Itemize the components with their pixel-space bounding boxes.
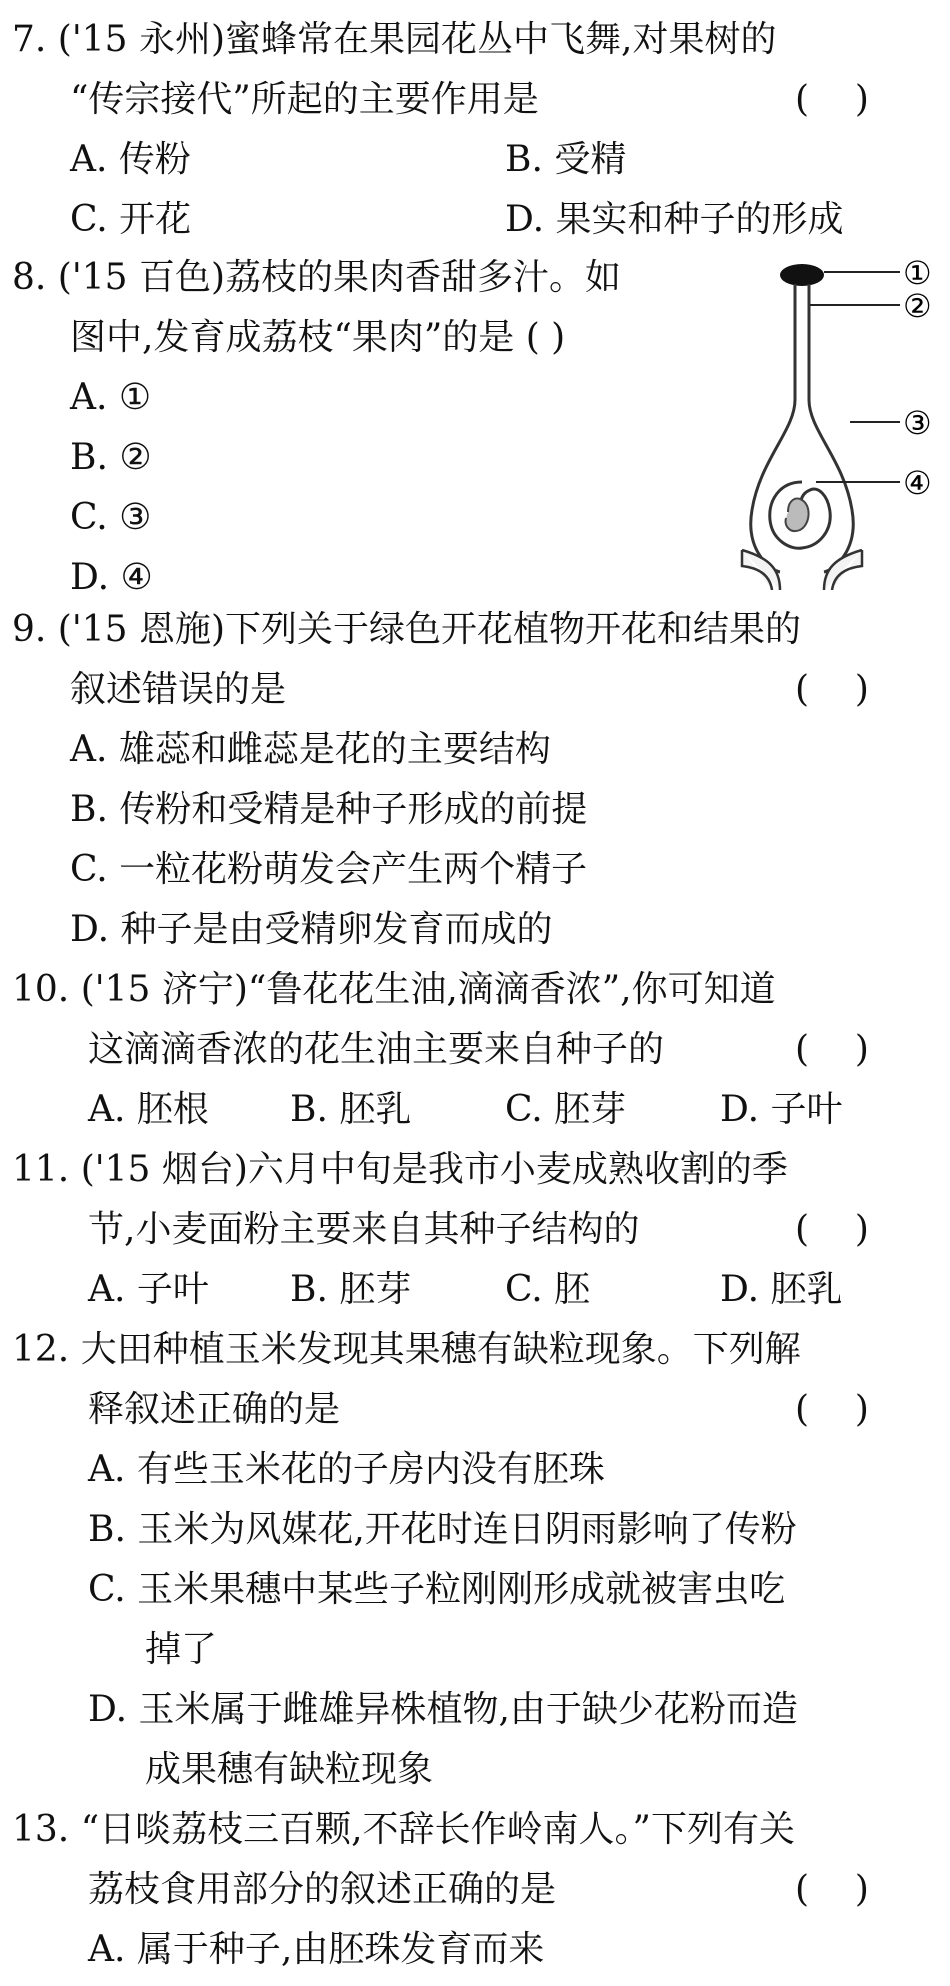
q12-option-c-line1[interactable]: C. 玉米果穗中某些子粒刚刚形成就被害虫吃 xyxy=(88,1569,786,1610)
q12-stem-line2: 释叙述正确的是 xyxy=(88,1389,341,1430)
q13-stem-line1: 13. “日啖荔枝三百颗,不辞长作岭南人。”下列有关 xyxy=(12,1809,795,1850)
q10-option-a[interactable]: A. 胚根 xyxy=(88,1089,209,1130)
q10-answer-paren[interactable]: ( ) xyxy=(795,1029,869,1070)
q11-option-c[interactable]: C. 胚 xyxy=(505,1269,591,1310)
q10-option-d[interactable]: D. 子叶 xyxy=(720,1089,843,1130)
q7-answer-paren[interactable]: ( ) xyxy=(795,79,869,120)
q9-stem-line1: 9. ('15 恩施)下列关于绿色开花植物开花和结果的 xyxy=(12,609,802,650)
q12-option-d-line2[interactable]: 成果穗有缺粒现象 xyxy=(145,1749,434,1790)
pistil-diagram xyxy=(740,250,950,590)
q8-stem-line2: 图中,发育成荔枝“果肉”的是 ( ) xyxy=(70,317,566,358)
q13-stem-line2: 荔枝食用部分的叙述正确的是 xyxy=(88,1869,557,1910)
stigma xyxy=(780,264,824,286)
q12-option-b[interactable]: B. 玉米为风媒花,开花时连日阴雨影响了传粉 xyxy=(88,1509,797,1550)
q10-stem-line2: 这滴滴香浓的花生油主要来自种子的 xyxy=(88,1029,665,1070)
label-4: ④ xyxy=(903,464,932,502)
q12-answer-paren[interactable]: ( ) xyxy=(795,1389,869,1430)
q9-option-d[interactable]: D. 种子是由受精卵发育而成的 xyxy=(70,909,553,950)
receptacle xyxy=(742,550,862,590)
q7-option-a[interactable]: A. 传粉 xyxy=(70,139,191,180)
q10-stem-line1: 10. ('15 济宁)“鲁花花生油,滴滴香浓”,你可知道 xyxy=(12,969,776,1010)
q8-option-c[interactable]: C. ③ xyxy=(70,497,152,538)
q7-option-c[interactable]: C. 开花 xyxy=(70,199,192,240)
q11-stem-line1: 11. ('15 烟台)六月中旬是我市小麦成熟收割的季 xyxy=(12,1149,788,1190)
q7-option-b[interactable]: B. 受精 xyxy=(505,139,627,180)
label-2: ② xyxy=(903,287,932,325)
q7-option-d[interactable]: D. 果实和种子的形成 xyxy=(505,199,844,240)
q11-option-a[interactable]: A. 子叶 xyxy=(88,1269,209,1310)
q12-option-c-line2[interactable]: 掉了 xyxy=(145,1629,218,1670)
q9-option-c[interactable]: C. 一粒花粉萌发会产生两个精子 xyxy=(70,849,588,890)
q11-option-b[interactable]: B. 胚芽 xyxy=(290,1269,412,1310)
q8-stem-line1: 8. ('15 百色)荔枝的果肉香甜多汁。如 xyxy=(12,257,622,298)
ovule-inner xyxy=(786,499,809,532)
label-1: ① xyxy=(903,254,932,292)
q13-answer-paren[interactable]: ( ) xyxy=(795,1869,869,1910)
q10-option-b[interactable]: B. 胚乳 xyxy=(290,1089,412,1130)
q9-option-a[interactable]: A. 雄蕊和雌蕊是花的主要结构 xyxy=(70,729,551,770)
q8-option-d[interactable]: D. ④ xyxy=(70,557,153,598)
q10-option-c[interactable]: C. 胚芽 xyxy=(505,1089,627,1130)
q9-option-b[interactable]: B. 传粉和受精是种子形成的前提 xyxy=(70,789,588,830)
q7-stem-line1: 7. ('15 永州)蜜蜂常在果园花丛中飞舞,对果树的 xyxy=(12,19,777,60)
q11-stem-line2: 节,小麦面粉主要来自其种子结构的 xyxy=(88,1209,640,1250)
q12-option-d-line1[interactable]: D. 玉米属于雌雄异株植物,由于缺少花粉而造 xyxy=(88,1689,798,1730)
q11-option-d[interactable]: D. 胚乳 xyxy=(720,1269,843,1310)
q12-option-a[interactable]: A. 有些玉米花的子房内没有胚珠 xyxy=(88,1449,605,1490)
q13-option-a[interactable]: A. 属于种子,由胚珠发育而来 xyxy=(88,1929,545,1970)
label-3: ③ xyxy=(903,404,932,442)
q9-answer-paren[interactable]: ( ) xyxy=(795,669,869,710)
q8-option-b[interactable]: B. ② xyxy=(70,437,152,478)
q9-stem-line2: 叙述错误的是 xyxy=(70,669,287,710)
q12-stem-line1: 12. 大田种植玉米发现其果穗有缺粒现象。下列解 xyxy=(12,1329,801,1370)
q11-answer-paren[interactable]: ( ) xyxy=(795,1209,869,1250)
q8-option-a[interactable]: A. ① xyxy=(70,377,152,418)
q7-stem-line2: “传宗接代”所起的主要作用是 xyxy=(70,79,539,120)
